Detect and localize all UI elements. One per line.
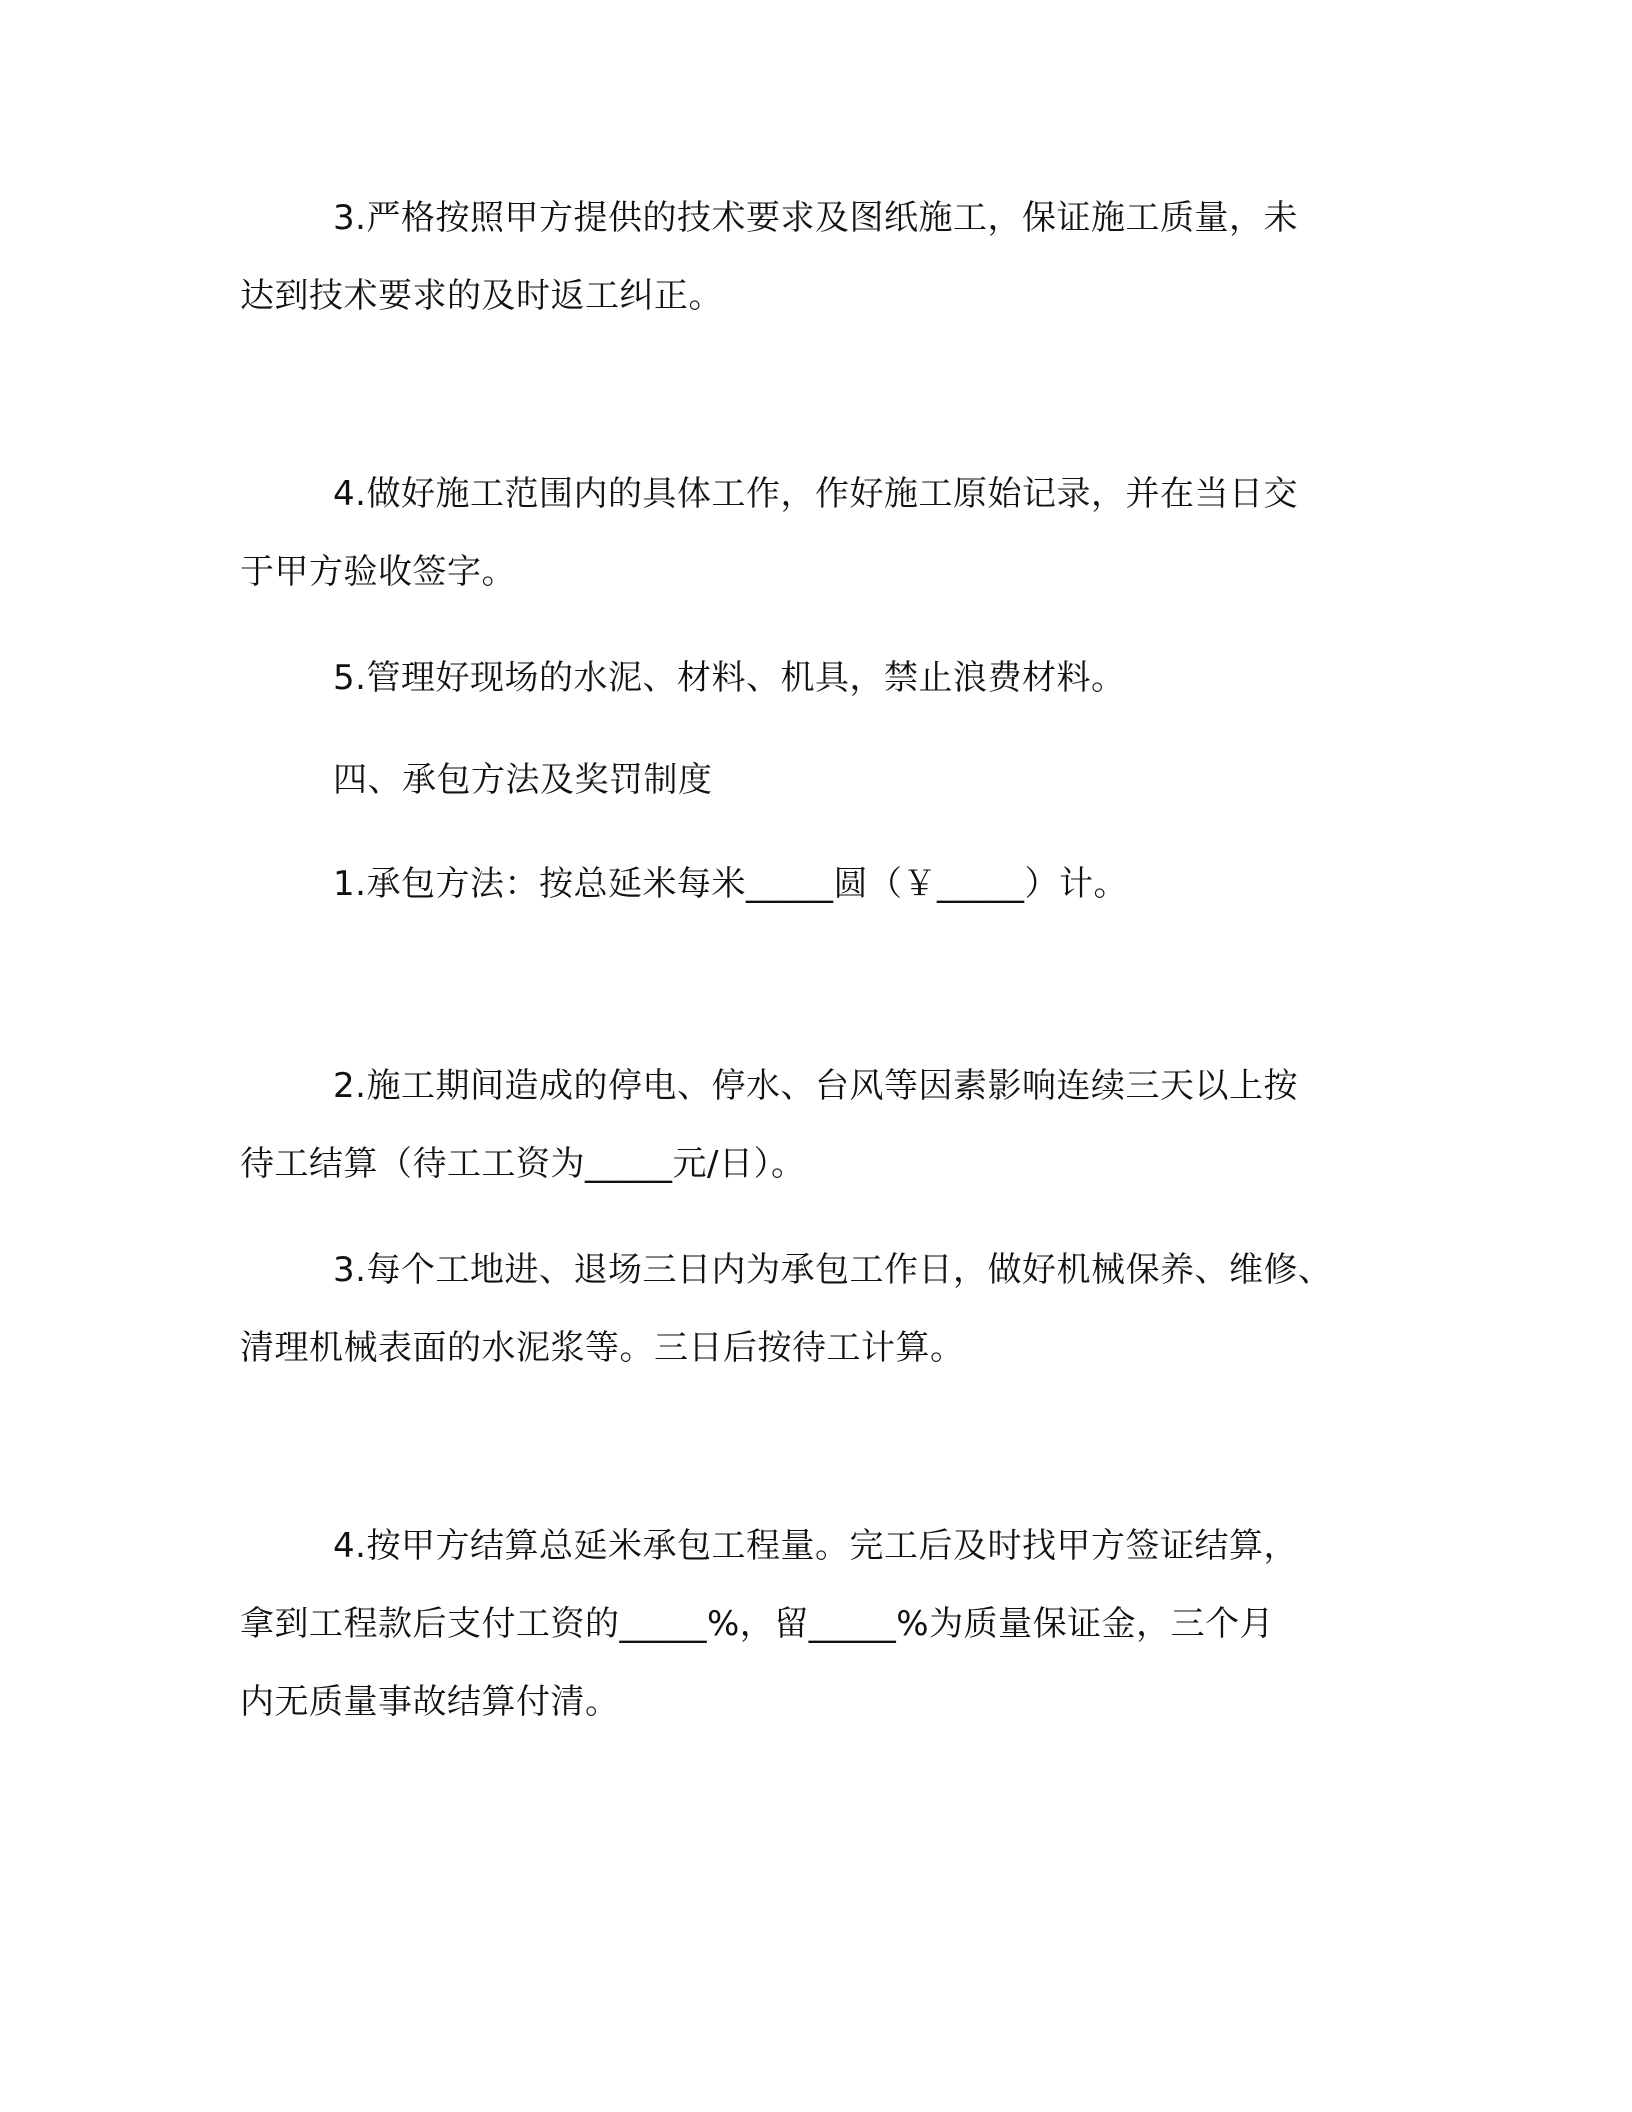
settlement-line-3: 内无质量事故结算付清。: [240, 1682, 620, 1722]
paragraph-4-line-2: 于甲方验收签字。: [240, 552, 516, 592]
paragraph-4-line-1: 4.做好施工范围内的具体工作，作好施工原始记录，并在当日交: [333, 474, 1298, 514]
site-entry-line-2: 清理机械表面的水泥浆等。三日后按待工计算。: [240, 1328, 965, 1368]
paragraph-5-line-1: 5.管理好现场的水泥、材料、机具，禁止浪费材料。: [333, 658, 1126, 698]
standby-wage-line-2: 待工结算（待工工资为_____元/日）。: [240, 1144, 806, 1184]
paragraph-3-line-2: 达到技术要求的及时返工纠正。: [240, 276, 723, 316]
contract-method-line: 1.承包方法：按总延米每米_____圆（￥_____）计。: [333, 864, 1128, 904]
settlement-line-1: 4.按甲方结算总延米承包工程量。完工后及时找甲方签证结算，: [333, 1526, 1298, 1566]
section-heading: 四、承包方法及奖罚制度: [333, 760, 713, 800]
settlement-line-2: 拿到工程款后支付工资的_____%，留_____%为质量保证金，三个月: [240, 1604, 1275, 1644]
standby-wage-line-1: 2.施工期间造成的停电、停水、台风等因素影响连续三天以上按: [333, 1066, 1298, 1106]
site-entry-line-1: 3.每个工地进、退场三日内为承包工作日，做好机械保养、维修、: [333, 1250, 1333, 1290]
paragraph-3-line-1: 3.严格按照甲方提供的技术要求及图纸施工，保证施工质量，未: [333, 198, 1298, 238]
